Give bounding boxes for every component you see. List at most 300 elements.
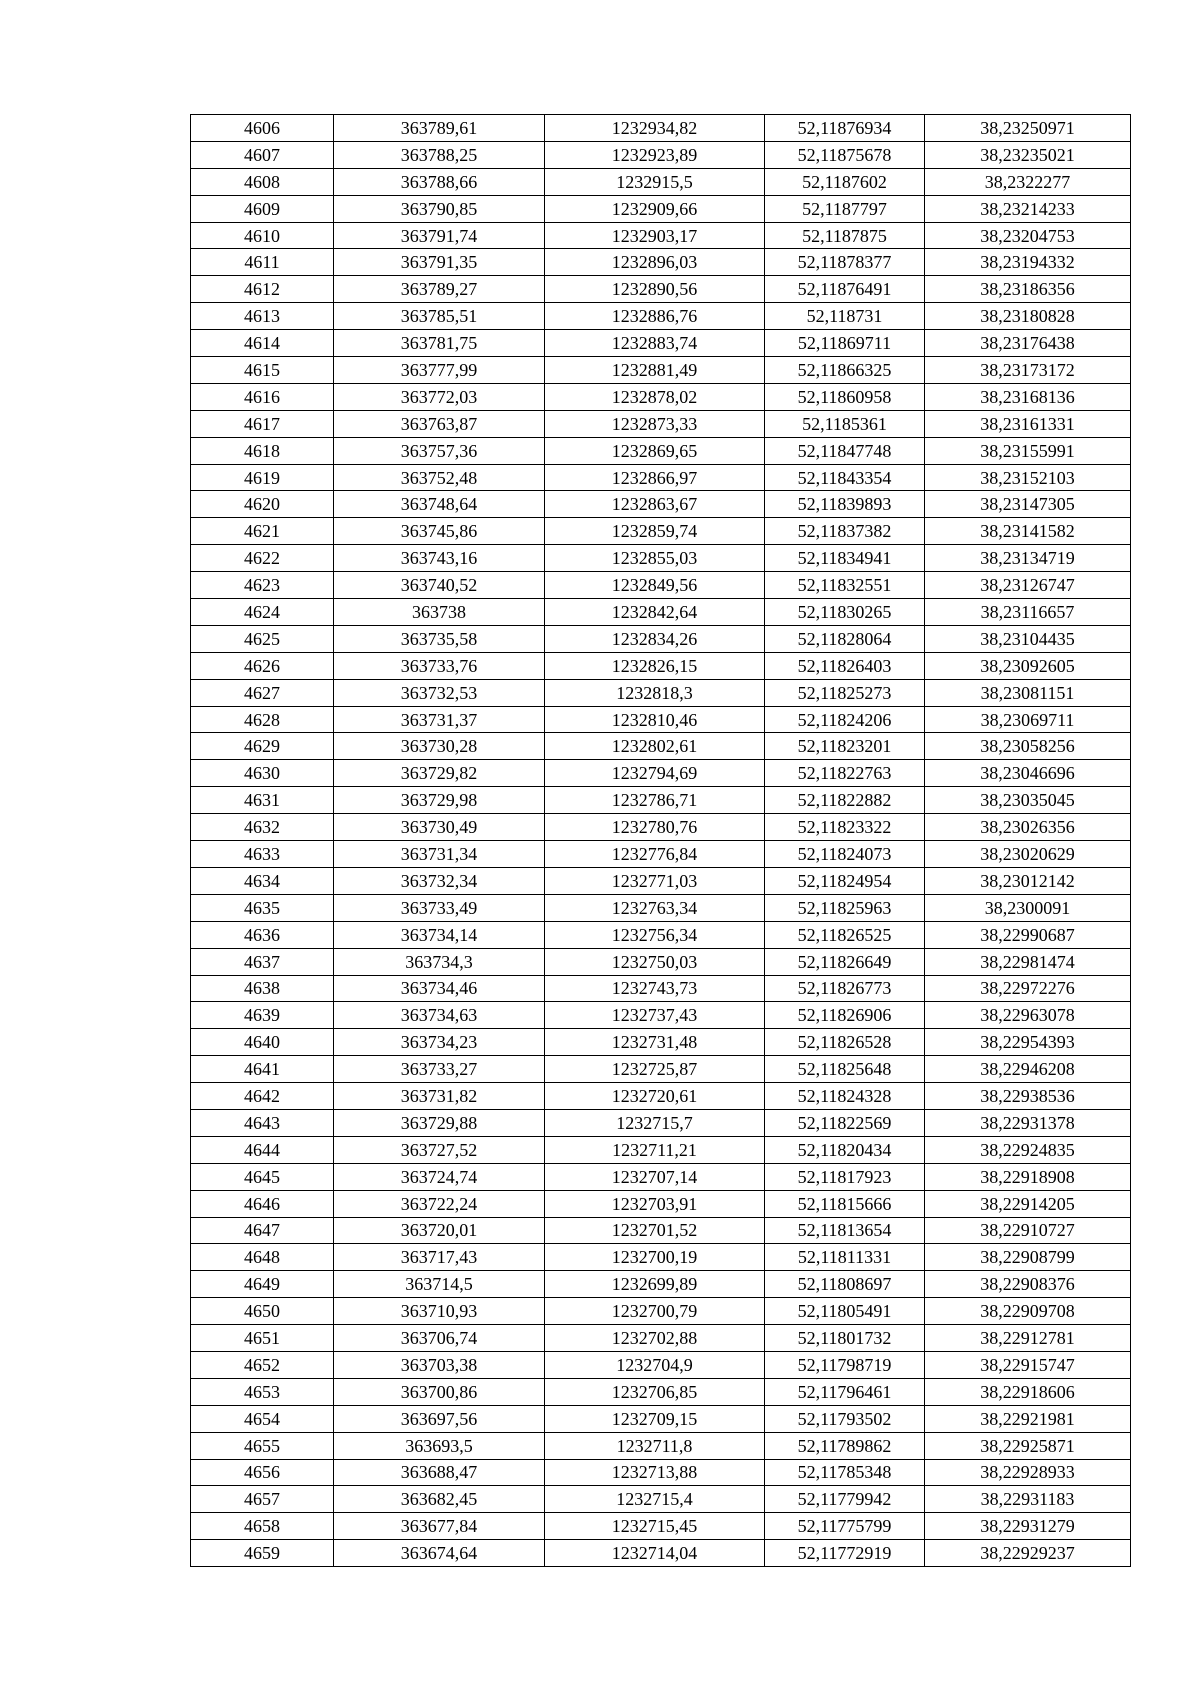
longitude-cell: 38,22928933 — [925, 1459, 1131, 1486]
longitude-cell: 38,23026356 — [925, 814, 1131, 841]
longitude-cell: 38,22912781 — [925, 1325, 1131, 1352]
point-number-cell: 4611 — [191, 249, 334, 276]
latitude-cell: 52,11875678 — [765, 141, 925, 168]
point-number-cell: 4658 — [191, 1513, 334, 1540]
longitude-cell: 38,22918606 — [925, 1378, 1131, 1405]
x-coordinate-cell: 363757,36 — [334, 437, 545, 464]
longitude-cell: 38,23147305 — [925, 491, 1131, 518]
y-coordinate-cell: 1232818,3 — [545, 679, 765, 706]
y-coordinate-cell: 1232715,7 — [545, 1109, 765, 1136]
x-coordinate-cell: 363734,3 — [334, 948, 545, 975]
longitude-cell: 38,22931279 — [925, 1513, 1131, 1540]
point-number-cell: 4614 — [191, 330, 334, 357]
x-coordinate-cell: 363706,74 — [334, 1325, 545, 1352]
table-row — [191, 1083, 1131, 1110]
y-coordinate-cell: 1232756,34 — [545, 921, 765, 948]
x-coordinate-cell: 363791,35 — [334, 249, 545, 276]
longitude-cell: 38,22925871 — [925, 1432, 1131, 1459]
x-coordinate-cell: 363777,99 — [334, 357, 545, 384]
y-coordinate-cell: 1232934,82 — [545, 115, 765, 142]
latitude-cell: 52,11772919 — [765, 1540, 925, 1567]
y-coordinate-cell: 1232750,03 — [545, 948, 765, 975]
table-row — [191, 1029, 1131, 1056]
x-coordinate-cell: 363788,66 — [334, 168, 545, 195]
x-coordinate-cell: 363738 — [334, 599, 545, 626]
latitude-cell: 52,11878377 — [765, 249, 925, 276]
y-coordinate-cell: 1232771,03 — [545, 867, 765, 894]
table-row — [191, 545, 1131, 572]
x-coordinate-cell: 363734,63 — [334, 1002, 545, 1029]
latitude-cell: 52,11825273 — [765, 679, 925, 706]
x-coordinate-cell: 363763,87 — [334, 410, 545, 437]
point-number-cell: 4636 — [191, 921, 334, 948]
point-number-cell: 4623 — [191, 572, 334, 599]
y-coordinate-cell: 1232866,97 — [545, 464, 765, 491]
point-number-cell: 4644 — [191, 1136, 334, 1163]
point-number-cell: 4656 — [191, 1459, 334, 1486]
x-coordinate-cell: 363785,51 — [334, 303, 545, 330]
latitude-cell: 52,11876934 — [765, 115, 925, 142]
table-row — [191, 518, 1131, 545]
point-number-cell: 4643 — [191, 1109, 334, 1136]
table-row — [191, 679, 1131, 706]
y-coordinate-cell: 1232849,56 — [545, 572, 765, 599]
table-row — [191, 1002, 1131, 1029]
y-coordinate-cell: 1232776,84 — [545, 841, 765, 868]
point-number-cell: 4653 — [191, 1378, 334, 1405]
longitude-cell: 38,22929237 — [925, 1540, 1131, 1567]
table-row — [191, 1298, 1131, 1325]
x-coordinate-cell: 363724,74 — [334, 1163, 545, 1190]
point-number-cell: 4621 — [191, 518, 334, 545]
point-number-cell: 4615 — [191, 357, 334, 384]
latitude-cell: 52,11817923 — [765, 1163, 925, 1190]
longitude-cell: 38,23012142 — [925, 867, 1131, 894]
longitude-cell: 38,23035045 — [925, 787, 1131, 814]
table-row — [191, 1217, 1131, 1244]
latitude-cell: 52,11860958 — [765, 383, 925, 410]
longitude-cell: 38,23161331 — [925, 410, 1131, 437]
latitude-cell: 52,11843354 — [765, 464, 925, 491]
table-row — [191, 787, 1131, 814]
y-coordinate-cell: 1232886,76 — [545, 303, 765, 330]
table-row — [191, 948, 1131, 975]
latitude-cell: 52,11826649 — [765, 948, 925, 975]
table-row — [191, 1271, 1131, 1298]
longitude-cell: 38,23081151 — [925, 679, 1131, 706]
y-coordinate-cell: 1232731,48 — [545, 1029, 765, 1056]
longitude-cell: 38,23020629 — [925, 841, 1131, 868]
latitude-cell: 52,11847748 — [765, 437, 925, 464]
point-number-cell: 4635 — [191, 894, 334, 921]
latitude-cell: 52,11826528 — [765, 1029, 925, 1056]
y-coordinate-cell: 1232909,66 — [545, 195, 765, 222]
latitude-cell: 52,11826773 — [765, 975, 925, 1002]
longitude-cell: 38,22931183 — [925, 1486, 1131, 1513]
x-coordinate-cell: 363789,61 — [334, 115, 545, 142]
latitude-cell: 52,118731 — [765, 303, 925, 330]
x-coordinate-cell: 363745,86 — [334, 518, 545, 545]
x-coordinate-cell: 363733,27 — [334, 1056, 545, 1083]
table-row — [191, 115, 1131, 142]
table-row — [191, 1432, 1131, 1459]
longitude-cell: 38,22981474 — [925, 948, 1131, 975]
table-row — [191, 1486, 1131, 1513]
table-row — [191, 706, 1131, 733]
latitude-cell: 52,11796461 — [765, 1378, 925, 1405]
latitude-cell: 52,11823322 — [765, 814, 925, 841]
table-row — [191, 867, 1131, 894]
x-coordinate-cell: 363772,03 — [334, 383, 545, 410]
y-coordinate-cell: 1232704,9 — [545, 1351, 765, 1378]
y-coordinate-cell: 1232834,26 — [545, 625, 765, 652]
longitude-cell: 38,2322277 — [925, 168, 1131, 195]
x-coordinate-cell: 363720,01 — [334, 1217, 545, 1244]
table-row — [191, 1351, 1131, 1378]
longitude-cell: 38,22915747 — [925, 1351, 1131, 1378]
table-row — [191, 1325, 1131, 1352]
y-coordinate-cell: 1232881,49 — [545, 357, 765, 384]
longitude-cell: 38,22954393 — [925, 1029, 1131, 1056]
latitude-cell: 52,11832551 — [765, 572, 925, 599]
table-row — [191, 841, 1131, 868]
x-coordinate-cell: 363729,98 — [334, 787, 545, 814]
x-coordinate-cell: 363730,28 — [334, 733, 545, 760]
x-coordinate-cell: 363734,14 — [334, 921, 545, 948]
point-number-cell: 4651 — [191, 1325, 334, 1352]
table-row — [191, 1540, 1131, 1567]
point-number-cell: 4628 — [191, 706, 334, 733]
table-row — [191, 491, 1131, 518]
latitude-cell: 52,11834941 — [765, 545, 925, 572]
x-coordinate-cell: 363734,46 — [334, 975, 545, 1002]
table-row — [191, 1163, 1131, 1190]
y-coordinate-cell: 1232786,71 — [545, 787, 765, 814]
point-number-cell: 4652 — [191, 1351, 334, 1378]
point-number-cell: 4647 — [191, 1217, 334, 1244]
point-number-cell: 4655 — [191, 1432, 334, 1459]
point-number-cell: 4627 — [191, 679, 334, 706]
y-coordinate-cell: 1232855,03 — [545, 545, 765, 572]
latitude-cell: 52,11824328 — [765, 1083, 925, 1110]
latitude-cell: 52,11837382 — [765, 518, 925, 545]
longitude-cell: 38,23152103 — [925, 464, 1131, 491]
point-number-cell: 4633 — [191, 841, 334, 868]
table-row — [191, 1056, 1131, 1083]
latitude-cell: 52,11801732 — [765, 1325, 925, 1352]
latitude-cell: 52,11826403 — [765, 652, 925, 679]
table-row — [191, 222, 1131, 249]
point-number-cell: 4645 — [191, 1163, 334, 1190]
x-coordinate-cell: 363732,53 — [334, 679, 545, 706]
latitude-cell: 52,11839893 — [765, 491, 925, 518]
y-coordinate-cell: 1232711,21 — [545, 1136, 765, 1163]
point-number-cell: 4609 — [191, 195, 334, 222]
longitude-cell: 38,23155991 — [925, 437, 1131, 464]
point-number-cell: 4630 — [191, 760, 334, 787]
longitude-cell: 38,23180828 — [925, 303, 1131, 330]
point-number-cell: 4607 — [191, 141, 334, 168]
table-row — [191, 760, 1131, 787]
table-row — [191, 975, 1131, 1002]
y-coordinate-cell: 1232700,19 — [545, 1244, 765, 1271]
y-coordinate-cell: 1232709,15 — [545, 1405, 765, 1432]
longitude-cell: 38,2300091 — [925, 894, 1131, 921]
y-coordinate-cell: 1232763,34 — [545, 894, 765, 921]
table-row — [191, 464, 1131, 491]
longitude-cell: 38,22963078 — [925, 1002, 1131, 1029]
longitude-cell: 38,22908799 — [925, 1244, 1131, 1271]
y-coordinate-cell: 1232743,73 — [545, 975, 765, 1002]
y-coordinate-cell: 1232890,56 — [545, 276, 765, 303]
x-coordinate-cell: 363703,38 — [334, 1351, 545, 1378]
point-number-cell: 4620 — [191, 491, 334, 518]
longitude-cell: 38,23116657 — [925, 599, 1131, 626]
point-number-cell: 4639 — [191, 1002, 334, 1029]
coordinates-table-body — [191, 115, 1131, 1567]
x-coordinate-cell: 363714,5 — [334, 1271, 545, 1298]
longitude-cell: 38,22946208 — [925, 1056, 1131, 1083]
point-number-cell: 4622 — [191, 545, 334, 572]
longitude-cell: 38,22972276 — [925, 975, 1131, 1002]
point-number-cell: 4626 — [191, 652, 334, 679]
longitude-cell: 38,22909708 — [925, 1298, 1131, 1325]
latitude-cell: 52,1187875 — [765, 222, 925, 249]
table-row — [191, 1459, 1131, 1486]
table-row — [191, 168, 1131, 195]
point-number-cell: 4624 — [191, 599, 334, 626]
x-coordinate-cell: 363710,93 — [334, 1298, 545, 1325]
latitude-cell: 52,11824206 — [765, 706, 925, 733]
longitude-cell: 38,22921981 — [925, 1405, 1131, 1432]
x-coordinate-cell: 363748,64 — [334, 491, 545, 518]
x-coordinate-cell: 363697,56 — [334, 1405, 545, 1432]
y-coordinate-cell: 1232737,43 — [545, 1002, 765, 1029]
x-coordinate-cell: 363733,76 — [334, 652, 545, 679]
table-row — [191, 357, 1131, 384]
x-coordinate-cell: 363743,16 — [334, 545, 545, 572]
latitude-cell: 52,11823201 — [765, 733, 925, 760]
point-number-cell: 4629 — [191, 733, 334, 760]
x-coordinate-cell: 363674,64 — [334, 1540, 545, 1567]
table-row — [191, 1136, 1131, 1163]
x-coordinate-cell: 363733,49 — [334, 894, 545, 921]
y-coordinate-cell: 1232720,61 — [545, 1083, 765, 1110]
x-coordinate-cell: 363731,82 — [334, 1083, 545, 1110]
x-coordinate-cell: 363790,85 — [334, 195, 545, 222]
y-coordinate-cell: 1232780,76 — [545, 814, 765, 841]
longitude-cell: 38,23092605 — [925, 652, 1131, 679]
longitude-cell: 38,23134719 — [925, 545, 1131, 572]
y-coordinate-cell: 1232715,4 — [545, 1486, 765, 1513]
latitude-cell: 52,11828064 — [765, 625, 925, 652]
y-coordinate-cell: 1232715,45 — [545, 1513, 765, 1540]
y-coordinate-cell: 1232713,88 — [545, 1459, 765, 1486]
table-row — [191, 625, 1131, 652]
point-number-cell: 4612 — [191, 276, 334, 303]
y-coordinate-cell: 1232703,91 — [545, 1190, 765, 1217]
y-coordinate-cell: 1232701,52 — [545, 1217, 765, 1244]
latitude-cell: 52,11785348 — [765, 1459, 925, 1486]
x-coordinate-cell: 363729,82 — [334, 760, 545, 787]
latitude-cell: 52,11808697 — [765, 1271, 925, 1298]
point-number-cell: 4654 — [191, 1405, 334, 1432]
longitude-cell: 38,22918908 — [925, 1163, 1131, 1190]
table-row — [191, 1378, 1131, 1405]
y-coordinate-cell: 1232802,61 — [545, 733, 765, 760]
longitude-cell: 38,23176438 — [925, 330, 1131, 357]
point-number-cell: 4638 — [191, 975, 334, 1002]
point-number-cell: 4613 — [191, 303, 334, 330]
point-number-cell: 4616 — [191, 383, 334, 410]
table-row — [191, 303, 1131, 330]
table-row — [191, 572, 1131, 599]
x-coordinate-cell: 363729,88 — [334, 1109, 545, 1136]
point-number-cell: 4632 — [191, 814, 334, 841]
point-number-cell: 4659 — [191, 1540, 334, 1567]
longitude-cell: 38,23173172 — [925, 357, 1131, 384]
x-coordinate-cell: 363734,23 — [334, 1029, 545, 1056]
longitude-cell: 38,23058256 — [925, 733, 1131, 760]
longitude-cell: 38,23186356 — [925, 276, 1131, 303]
point-number-cell: 4650 — [191, 1298, 334, 1325]
y-coordinate-cell: 1232700,79 — [545, 1298, 765, 1325]
table-row — [191, 383, 1131, 410]
latitude-cell: 52,11813654 — [765, 1217, 925, 1244]
x-coordinate-cell: 363727,52 — [334, 1136, 545, 1163]
latitude-cell: 52,11805491 — [765, 1298, 925, 1325]
table-row — [191, 1513, 1131, 1540]
y-coordinate-cell: 1232706,85 — [545, 1378, 765, 1405]
table-row — [191, 894, 1131, 921]
x-coordinate-cell: 363781,75 — [334, 330, 545, 357]
longitude-cell: 38,22924835 — [925, 1136, 1131, 1163]
y-coordinate-cell: 1232923,89 — [545, 141, 765, 168]
table-row — [191, 1244, 1131, 1271]
latitude-cell: 52,11866325 — [765, 357, 925, 384]
x-coordinate-cell: 363732,34 — [334, 867, 545, 894]
latitude-cell: 52,11811331 — [765, 1244, 925, 1271]
longitude-cell: 38,23104435 — [925, 625, 1131, 652]
longitude-cell: 38,23214233 — [925, 195, 1131, 222]
table-row — [191, 330, 1131, 357]
y-coordinate-cell: 1232810,46 — [545, 706, 765, 733]
longitude-cell: 38,23069711 — [925, 706, 1131, 733]
latitude-cell: 52,11825963 — [765, 894, 925, 921]
table-row — [191, 921, 1131, 948]
point-number-cell: 4618 — [191, 437, 334, 464]
latitude-cell: 52,11826906 — [765, 1002, 925, 1029]
x-coordinate-cell: 363700,86 — [334, 1378, 545, 1405]
y-coordinate-cell: 1232711,8 — [545, 1432, 765, 1459]
point-number-cell: 4641 — [191, 1056, 334, 1083]
point-number-cell: 4657 — [191, 1486, 334, 1513]
x-coordinate-cell: 363722,24 — [334, 1190, 545, 1217]
longitude-cell: 38,23141582 — [925, 518, 1131, 545]
latitude-cell: 52,11825648 — [765, 1056, 925, 1083]
x-coordinate-cell: 363788,25 — [334, 141, 545, 168]
longitude-cell: 38,22908376 — [925, 1271, 1131, 1298]
latitude-cell: 52,1187797 — [765, 195, 925, 222]
x-coordinate-cell: 363731,34 — [334, 841, 545, 868]
table-row — [191, 410, 1131, 437]
y-coordinate-cell: 1232903,17 — [545, 222, 765, 249]
table-row — [191, 141, 1131, 168]
y-coordinate-cell: 1232883,74 — [545, 330, 765, 357]
latitude-cell: 52,1185361 — [765, 410, 925, 437]
table-row — [191, 249, 1131, 276]
longitude-cell: 38,23046696 — [925, 760, 1131, 787]
latitude-cell: 52,11822569 — [765, 1109, 925, 1136]
table-row — [191, 733, 1131, 760]
latitude-cell: 52,11779942 — [765, 1486, 925, 1513]
latitude-cell: 52,11775799 — [765, 1513, 925, 1540]
y-coordinate-cell: 1232699,89 — [545, 1271, 765, 1298]
latitude-cell: 52,11798719 — [765, 1351, 925, 1378]
point-number-cell: 4640 — [191, 1029, 334, 1056]
y-coordinate-cell: 1232725,87 — [545, 1056, 765, 1083]
latitude-cell: 52,11815666 — [765, 1190, 925, 1217]
table-row — [191, 599, 1131, 626]
table-row — [191, 1109, 1131, 1136]
point-number-cell: 4634 — [191, 867, 334, 894]
point-number-cell: 4648 — [191, 1244, 334, 1271]
y-coordinate-cell: 1232714,04 — [545, 1540, 765, 1567]
latitude-cell: 52,11822882 — [765, 787, 925, 814]
longitude-cell: 38,23168136 — [925, 383, 1131, 410]
latitude-cell: 52,11793502 — [765, 1405, 925, 1432]
y-coordinate-cell: 1232707,14 — [545, 1163, 765, 1190]
table-row — [191, 437, 1131, 464]
latitude-cell: 52,11789862 — [765, 1432, 925, 1459]
x-coordinate-cell: 363688,47 — [334, 1459, 545, 1486]
longitude-cell: 38,22990687 — [925, 921, 1131, 948]
point-number-cell: 4625 — [191, 625, 334, 652]
point-number-cell: 4646 — [191, 1190, 334, 1217]
y-coordinate-cell: 1232869,65 — [545, 437, 765, 464]
table-row — [191, 195, 1131, 222]
point-number-cell: 4610 — [191, 222, 334, 249]
y-coordinate-cell: 1232915,5 — [545, 168, 765, 195]
x-coordinate-cell: 363740,52 — [334, 572, 545, 599]
table-row — [191, 1190, 1131, 1217]
x-coordinate-cell: 363717,43 — [334, 1244, 545, 1271]
x-coordinate-cell: 363677,84 — [334, 1513, 545, 1540]
latitude-cell: 52,11869711 — [765, 330, 925, 357]
longitude-cell: 38,22910727 — [925, 1217, 1131, 1244]
longitude-cell: 38,23126747 — [925, 572, 1131, 599]
y-coordinate-cell: 1232873,33 — [545, 410, 765, 437]
coordinates-table — [190, 114, 1131, 1567]
point-number-cell: 4642 — [191, 1083, 334, 1110]
longitude-cell: 38,22931378 — [925, 1109, 1131, 1136]
longitude-cell: 38,23194332 — [925, 249, 1131, 276]
longitude-cell: 38,23235021 — [925, 141, 1131, 168]
y-coordinate-cell: 1232842,64 — [545, 599, 765, 626]
x-coordinate-cell: 363735,58 — [334, 625, 545, 652]
point-number-cell: 4608 — [191, 168, 334, 195]
point-number-cell: 4649 — [191, 1271, 334, 1298]
y-coordinate-cell: 1232794,69 — [545, 760, 765, 787]
y-coordinate-cell: 1232896,03 — [545, 249, 765, 276]
point-number-cell: 4631 — [191, 787, 334, 814]
latitude-cell: 52,11820434 — [765, 1136, 925, 1163]
y-coordinate-cell: 1232702,88 — [545, 1325, 765, 1352]
table-row — [191, 814, 1131, 841]
latitude-cell: 52,11830265 — [765, 599, 925, 626]
latitude-cell: 52,1187602 — [765, 168, 925, 195]
x-coordinate-cell: 363682,45 — [334, 1486, 545, 1513]
